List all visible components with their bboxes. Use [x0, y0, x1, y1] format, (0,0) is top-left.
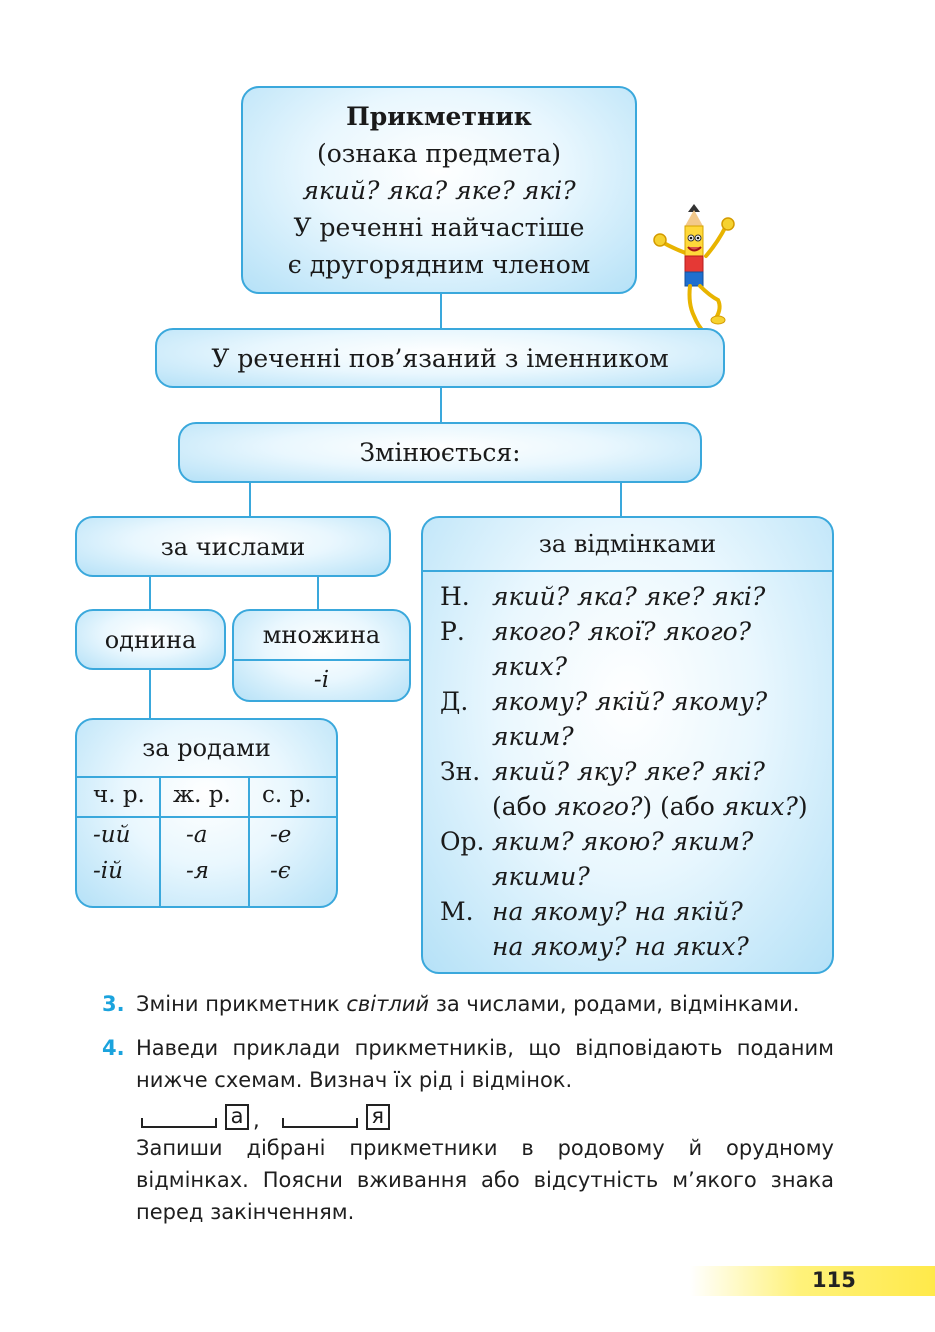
table-divider [159, 776, 161, 908]
task-keyword: світлий [346, 992, 430, 1016]
gender-header-feminine: ж. р. [173, 782, 231, 808]
task-text-post: за числами, родами, відмінками. [429, 992, 800, 1016]
by-gender-box [75, 718, 338, 908]
case-row-genitive-cont [440, 649, 832, 684]
case-row-dative-cont [440, 719, 832, 754]
alt-question: якого? [554, 792, 643, 821]
case-abbr-spacer [440, 859, 492, 894]
case-row-accusative [440, 754, 832, 789]
gender-header-neuter: с. р. [262, 782, 312, 808]
case-abbr-spacer [440, 719, 492, 754]
task-3 [102, 988, 834, 1020]
task-text [136, 988, 834, 1020]
page-number: 115 [812, 1268, 856, 1292]
ending-box: а [225, 1104, 249, 1130]
ending-masculine-hard: -ий [93, 822, 131, 848]
stem-mark [141, 1118, 217, 1128]
by-numbers-box [75, 516, 391, 577]
alt-paren: ) (або [642, 792, 723, 821]
singular-box [75, 609, 226, 670]
connector-line [149, 670, 151, 718]
ending-feminine-hard: -а [186, 822, 208, 848]
case-abbr: М. [440, 897, 474, 926]
connector-line [440, 294, 442, 328]
by-cases-title [423, 518, 832, 572]
case-abbr-spacer [440, 929, 492, 964]
plural-label: множина [262, 621, 381, 649]
adjective-role-line1: У реченні найчастіше [293, 212, 585, 242]
case-row-genitive [440, 614, 832, 649]
adjective-role-line2: є другорядним членом [287, 249, 591, 279]
by-gender-label: за родами [142, 734, 271, 762]
case-row-instrumental-cont [440, 859, 832, 894]
connector-line [149, 577, 151, 610]
page-number-band [690, 1266, 935, 1296]
case-abbr: Р. [440, 617, 465, 646]
case-questions: на якому? на якій? [492, 897, 743, 926]
changes-box [178, 422, 702, 483]
table-divider [248, 776, 250, 908]
by-cases-label: за відмінками [538, 530, 717, 558]
case-abbr-spacer [440, 789, 492, 824]
stem-mark [282, 1118, 358, 1128]
adjective-title: Прикметник [346, 101, 532, 131]
schema-separator: , [253, 1108, 260, 1132]
task-text: Наведи приклади прикметників, що відповідають поданим нижче схемам. Визнач їх рід і відмінок. [136, 1036, 834, 1092]
case-questions: якому? якій? якому? [492, 687, 768, 716]
case-row-locative-cont [440, 929, 832, 964]
adjective-questions: який? яка? яке? які? [302, 175, 576, 205]
case-questions: якими? [492, 862, 590, 891]
connector-line [317, 577, 319, 610]
alt-paren: (або [492, 792, 555, 821]
cases-list [423, 572, 832, 964]
case-questions: на якому? на яких? [492, 932, 749, 961]
table-divider [77, 816, 336, 818]
by-numbers-text: за числами [160, 532, 306, 561]
ending-masculine-soft: -ій [93, 858, 123, 884]
task-number: 4. [102, 1036, 125, 1060]
plural-ending: -і [313, 667, 330, 693]
case-row-locative [440, 894, 832, 929]
alt-paren: ) [797, 792, 808, 821]
case-row-accusative-cont [440, 789, 832, 824]
ending-neuter-soft: -є [270, 858, 291, 884]
connector-line [620, 483, 622, 517]
adjective-definition-box [241, 86, 637, 294]
by-cases-box [421, 516, 834, 974]
connector-line [440, 388, 442, 422]
case-questions: яким? якою? яким? [492, 827, 754, 856]
by-gender-title [77, 720, 336, 776]
case-abbr-spacer [440, 649, 492, 684]
case-row-instrumental [440, 824, 832, 859]
gender-header-masculine: ч. р. [93, 782, 145, 808]
case-row-dative [440, 684, 832, 719]
case-questions: яких? [492, 652, 568, 681]
alt-question: яких? [722, 792, 798, 821]
plural-box [232, 609, 411, 702]
morpheme-schema [141, 1102, 390, 1132]
plural-title [234, 611, 409, 661]
changes-text: Змінюється: [359, 438, 521, 467]
adjective-subtitle: (ознака предмета) [316, 138, 562, 168]
task-text: Запиши дібрані прикметники в родовому й орудному відмінках. Поясни вживання або відсутність м’якого знака перед закінченням. [136, 1136, 834, 1224]
relation-box [155, 328, 725, 388]
ending-feminine-soft: -я [186, 858, 209, 884]
connector-line [249, 483, 251, 517]
case-questions: який? яка? яке? які? [492, 582, 766, 611]
case-abbr: Д. [440, 687, 469, 716]
task-4-continued [102, 1132, 834, 1228]
case-row-nominative [440, 579, 832, 614]
ending-box: я [366, 1104, 390, 1130]
singular-text: однина [104, 625, 197, 654]
case-questions: який? яку? яке? які? [492, 757, 765, 786]
case-questions-alt [492, 789, 808, 824]
pencil-mascot-image [648, 204, 740, 342]
task-text-pre: Зміни прикметник [136, 992, 347, 1016]
case-questions: якого? якої? якого? [492, 617, 752, 646]
case-questions: яким? [492, 722, 574, 751]
case-abbr: Ор. [440, 827, 485, 856]
table-divider [77, 776, 336, 778]
task-4 [102, 1032, 834, 1096]
case-abbr: Зн. [440, 757, 481, 786]
relation-text: У реченні пов’язаний з іменником [211, 343, 669, 373]
case-abbr: Н. [440, 582, 470, 611]
ending-neuter-hard: -е [270, 822, 292, 848]
task-number: 3. [102, 992, 125, 1016]
